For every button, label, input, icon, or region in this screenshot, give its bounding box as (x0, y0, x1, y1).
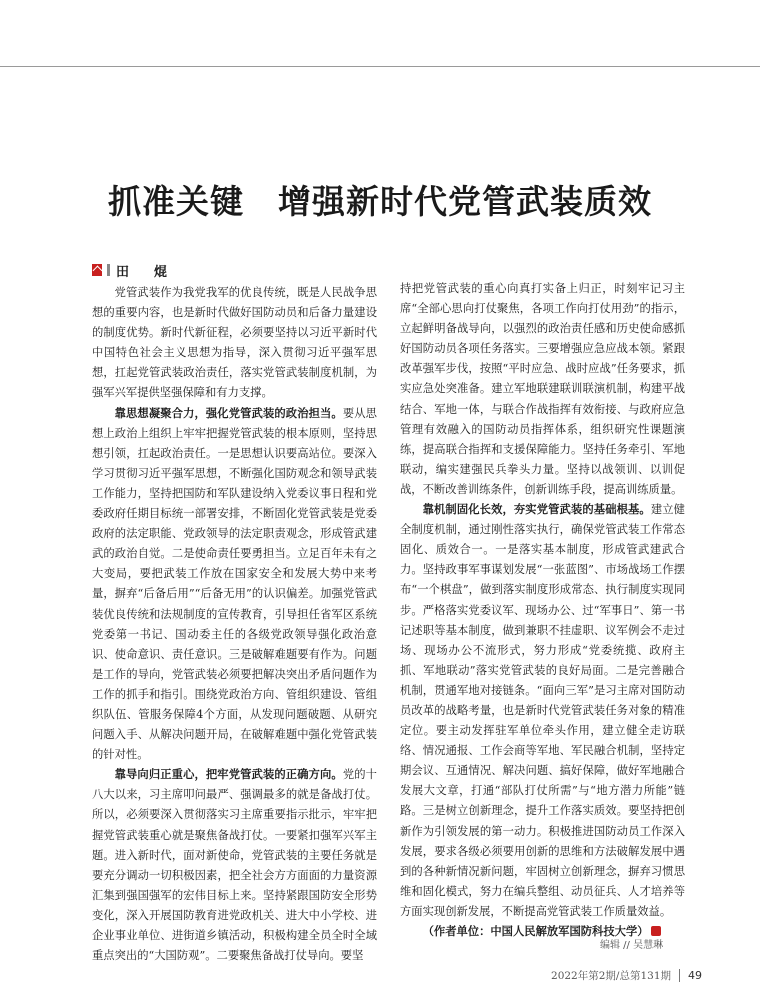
paragraph-section-1 (92, 404, 377, 766)
header-rule (0, 66, 760, 67)
author-unit-text: （作者单位：中国人民解放军国防科技大学） (422, 925, 649, 938)
section-3-heading: 靠机制固化长效，夯实党管武装的基础根基。 (422, 503, 651, 517)
section-1-heading: 靠思想凝聚合力，强化党管武装的政治担当。 (114, 406, 343, 420)
page-number: 49 (688, 969, 702, 982)
byline (92, 262, 173, 278)
page-footer (551, 968, 702, 983)
section-2-heading: 靠导向归正重心，把牢党管武装的正确方向。 (114, 768, 343, 782)
right-column (400, 279, 685, 942)
paragraph-section-2 (92, 765, 377, 966)
author-divider (107, 264, 110, 276)
paragraph-intro: 党管武装作为我党我军的优良传统，既是人民战争思想的重要内容，也是新时代做好国防动员和后备力量建设的制度优势。新时代新征程，必须要坚持以习近平新时代中国特色社会主义思想为指导，深入贯彻习近平强军思想，扛起党管武装政治责任，落实党管武装制度机制，为强军兴军提供坚强保障和有力支撑。 (92, 286, 377, 400)
footer-divider (679, 969, 680, 982)
editor-credit: 编辑 // 吴慧琳 (600, 940, 664, 951)
paragraph-section-2-cont: 持把党管武装的重心向真打实备上归正，时刻牢记习主席“全部心思向打仗聚焦，各项工作向打仗用劲”的指示，立起鲜明备战导向，以强烈的政治责任感和历史使命感抓好国防动员各项任务落实。三要增强应急应战本领。紧跟改革强军步伐，按照“平时应急、战时应战”任务要求，抓实应急处突准备。建立军地联建联训联演机制，构建平战结合、军地一体，与联合作战指挥有效衔接、与政府应急管理有效融入的国防动员指挥体系，组织研究性课题演练，提高联合指挥和支援保障能力。坚持任务牵引、军地联动，编实建强民兵拳头力量。坚持以战领训、以训促战，不断改善训练条件，创新训练手段，提高训练质量。 (400, 282, 685, 496)
end-mark-icon (651, 926, 661, 936)
article-title: 抓准关键 增强新时代党管武装质效 (108, 182, 652, 221)
section-2-body: 党的十八大以来，习主席叩问最严、强调最多的就是备战打仗。所以，必须要深入贯彻落实习主席重要指示批示，牢牢把握党管武装重心就是聚焦备战打仗。一要紧扣强军兴军主题。进入新时代，面对新使命，党管武装的主要任务就是要充分调动一切积极因素，把全社会方方面面的力量资源汇集到强国强军的宏伟目标上来。坚持紧跟国防安全形势变化，深入开展国防教育进党政机关、进大中小学校、进企业事业单位、进街道乡镇活动，积极构建全员全时全域重点突出的“大国防观”。二要聚焦备战打仗导向。要坚 (92, 768, 377, 963)
author-name: 田 焜 (116, 264, 174, 280)
paragraph-section-3 (400, 500, 685, 922)
section-3-body: 建立健全制度机制，通过刚性落实执行，确保党管武装工作常态固化、质效合一。一是落实基本制度，形成管武建武合力。坚持政事军事谋划发展“一张蓝图”、市场战场工作摆布“一个棋盘”，做到落实制度形成常态、执行制度实现同步。严格落实党委议军、现场办公、过“军事日”、第一书记述职等基本制度，做到兼职不挂虚职、议军例会不走过场、现场办公不流形式，努力形成“党委统揽、政府主抓、军地联动”落实党管武装的良好局面。二是完善融合机制，贯通军地对接链条。“面向三军”是习主席对国防动员改革的战略考量，也是新时代党管武装任务对象的精准定位。要主动发挥驻军单位牵头作用，建立健全走访联络、情况通报、工作会商等军地、军民融合机制，坚持定期会议、互通情况、解决问题、搞好保障，做好军地融合发展大文章，打通“部队打仗所需”与“地方潜力所能”链路。三是树立创新理念，提升工作落实质效。要坚持把创新作为引领发展的第一动力。积极推进国防动员工作深入发展，要求各级必须要用创新的思维和方法破解发展中遇到的各种新情况新问题，牢固树立创新理念，摒弃习惯思维和固化模式，努力在编兵整组、动员征兵、人才培养等方面实现创新发展，不断提高党管武装工作质量效益。 (400, 503, 685, 918)
section-1-body: 要从思想上政治上组织上牢牢把握党管武装的根本原则，坚持思想引领，扛起政治责任。一是思想认识要高站位。要深入学习贯彻习近平强军思想，不断强化国防观念和领导武装工作能力，坚持把国防和军队建设纳入党委议事日程和党委政府任期目标统一部署安排，不断固化党管武装是党委政府的法定职能、党政领导的法定职责观念，形成管武建武的政治自觉。二是使命责任要勇担当。立足百年未有之大变局，要把武装工作放在国家安全和发展大势中来考量，摒弃“后备后用”“后备无用”的认识偏差。加强党管武装优良传统和法规制度的宣传教育，引导担任省军区系统党委第一书记、国动委主任的各级党政领导强化政治意识、使命意识、责任意识。三是破解难题要有作为。问题是工作的导向，党管武装必须要把解决突出矛盾问题作为工作的抓手和指引。围绕党政治方向、管组织建设、管组织队伍、管服务保障4个方面，从发现问题破题、从研究问题入手、从解决问题开局，在破解难题中强化党管武装的针对性。 (92, 406, 377, 762)
issue-info: 2022年第2期/总第131期 (551, 970, 671, 982)
left-column (92, 283, 377, 966)
author-marker-icon (92, 264, 102, 276)
